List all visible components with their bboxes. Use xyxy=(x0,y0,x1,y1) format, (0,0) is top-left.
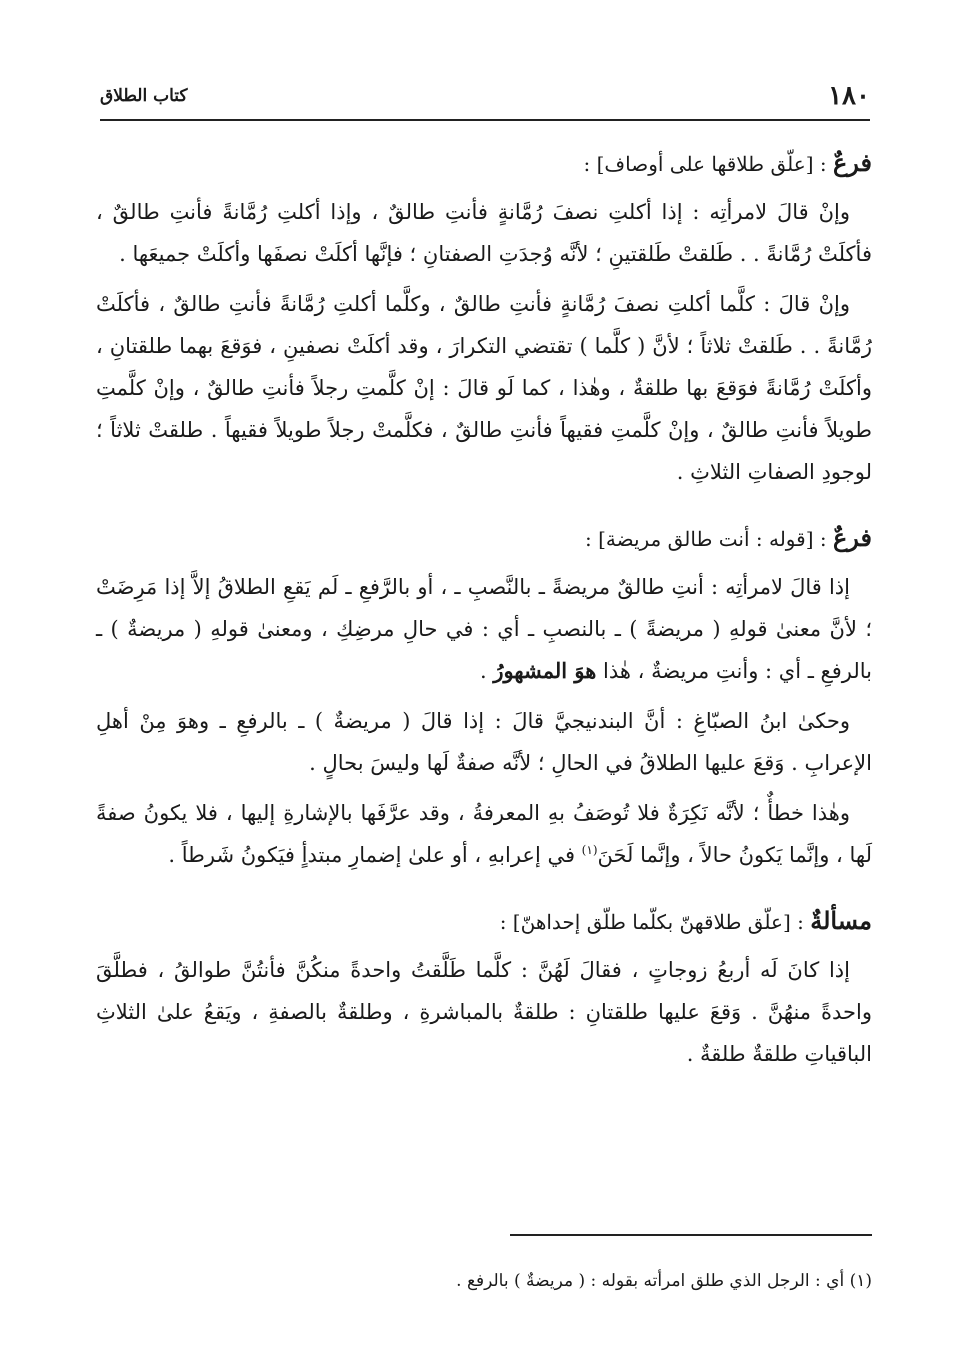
footnote: (١) أي : الرجل الذي طلق امرأته بقوله : ( مريضةٌ ) بالرفع . xyxy=(456,1271,872,1291)
section-title: : [قوله : أنت طالق مريضة] : xyxy=(584,527,827,551)
emphasis-text: هوَ المشهورُ xyxy=(493,658,597,683)
section-title: : [علّق طلاقها على أوصاف] : xyxy=(583,152,827,176)
section-keyword: مسألةٌ xyxy=(810,906,872,935)
paragraph-text: وهٰذا خطأٌ ؛ لأنَّه نَكِرَةٌ فلا تُوصَفُ بهِ المعرفةُ ، وقد عرَّفَها بالإشارةِ إليها ، فلا يكونُ صفةً لَها ، وإنَّما يَكونُ حالاً ، وإنَّما لَحَنَ xyxy=(96,801,872,867)
paragraph: وإنْ قالَ : كلَّما أكلتِ نصفَ رُمَّانةٍ فأنتِ طالقٌ ، وكلَّما أكلتِ رُمَّانةً فأنتِ طالقٌ ، فأكلَتْ رُمَّانةً . . طَلقتْ ثلاثاً ؛ لأنَّ ( كلَّما ) تقتضي التكرارَ ، وقد أكلَتْ نصفينِ ، فوَقعَ بهما طلقتانِ ، وأكلَتْ رُمَّانةً فوَقعَ بها طلقةٌ ، وهٰذا ، كما لَو قالَ : إنْ كلَّمتِ رجلاً فأنتِ طالقٌ ، وإنْ كلَّمتِ طويلاً فأنتِ طالقٌ ، وإنْ كلَّمتِ فقيهاً فأنتِ طالقٌ ، فكلَّمتْ رجلاً طويلاً فقيهاً . طلقتْ ثلاثاً ؛ لوجودِ الصفاتِ الثلاثِ . xyxy=(96,292,872,484)
footnote-rule xyxy=(510,1234,872,1236)
section-title: : [علّق طلاقهنّ بكلّما طلّق إحداهنّ] : xyxy=(499,910,804,934)
section-heading-3 xyxy=(96,900,872,943)
section-keyword: فرعٌ xyxy=(832,523,872,552)
paragraph: وحكىٰ ابنُ الصبّاغِ : أنَّ البندنيجيَّ قالَ : إذا قالَ ( مريضةٌ ) ـ بالرفعِ ـ وهوَ مِنْ أهلِ الإعرابِ . وَقعَ عليها الطلاقُ في الحالِ ؛ لأنَّه صفةٌ لَها وليسَ بحالٍ . xyxy=(96,709,872,775)
paragraph xyxy=(96,566,872,692)
section-heading-1 xyxy=(96,142,872,185)
paragraph-text-end: في إعرابهِ ، أو علىٰ إضمارِ مبتدأٍ فيَكونُ شَرطاً . xyxy=(168,843,582,867)
paragraph: وإنْ قالَ لامرأتِه : إذا أكلتِ نصفَ رُمَّانةٍ فأنتِ طالقٌ ، وإذا أكلتِ رُمَّانةً فأنتِ طالقٌ ، فأكلَتْ رُمَّانةً . . طَلقتْ طَلقتينِ ؛ لأنَّه وُجدَتِ الصفتانِ ؛ فإنَّها أكلَتْ نصفَها وأكلَتْ جميعَها . xyxy=(96,200,872,266)
paragraph xyxy=(96,792,872,876)
page-number: ١٨٠ xyxy=(828,81,870,111)
header-rule xyxy=(100,119,870,121)
footnote-marker: (١) xyxy=(581,843,598,857)
section-keyword: فرعٌ xyxy=(832,148,872,177)
paragraph: إذا كانَ لَه أربعُ زوجاتٍ ، فقالَ لَهُنَّ : كلَّما طَلَّقتُ واحدةً منكُنَّ فأنتُنَّ طوالقُ ، فطلَّقَ واحدةً منهُنَّ . وَقعَ عليها طلقتانِ : طلقةٌ بالمباشرةِ ، وطلقةٌ بالصفةِ ، ويَقعُ علىٰ الثلاثِ الباقياتِ طلقةٌ طلقةٌ . xyxy=(96,958,872,1066)
page-header xyxy=(100,78,870,114)
page-body xyxy=(96,142,872,1083)
running-title: كتاب الطلاق xyxy=(100,86,188,106)
paragraph-text-end: . xyxy=(479,659,494,683)
paragraph-text: إذا قالَ لامرأتِه : أنتِ طالقٌ مريضةً ـ بالنَّصبِ ـ ، أو بالرَّفعِ ـ لَم يَقعِ الطلاقُ إلاَّ إذا مَرِضَتْ ؛ لأنَّ معنىٰ قولهِ ( مريضةً ) ـ بالنصبِ ـ أي : في حالِ مرضِكِ ، ومعنىٰ قولهِ ( مريضةٌ ) ـ بالرفعِ ـ أي : وأنتِ مريضةٌ ، هٰذا xyxy=(96,575,872,683)
section-heading-2 xyxy=(96,517,872,560)
